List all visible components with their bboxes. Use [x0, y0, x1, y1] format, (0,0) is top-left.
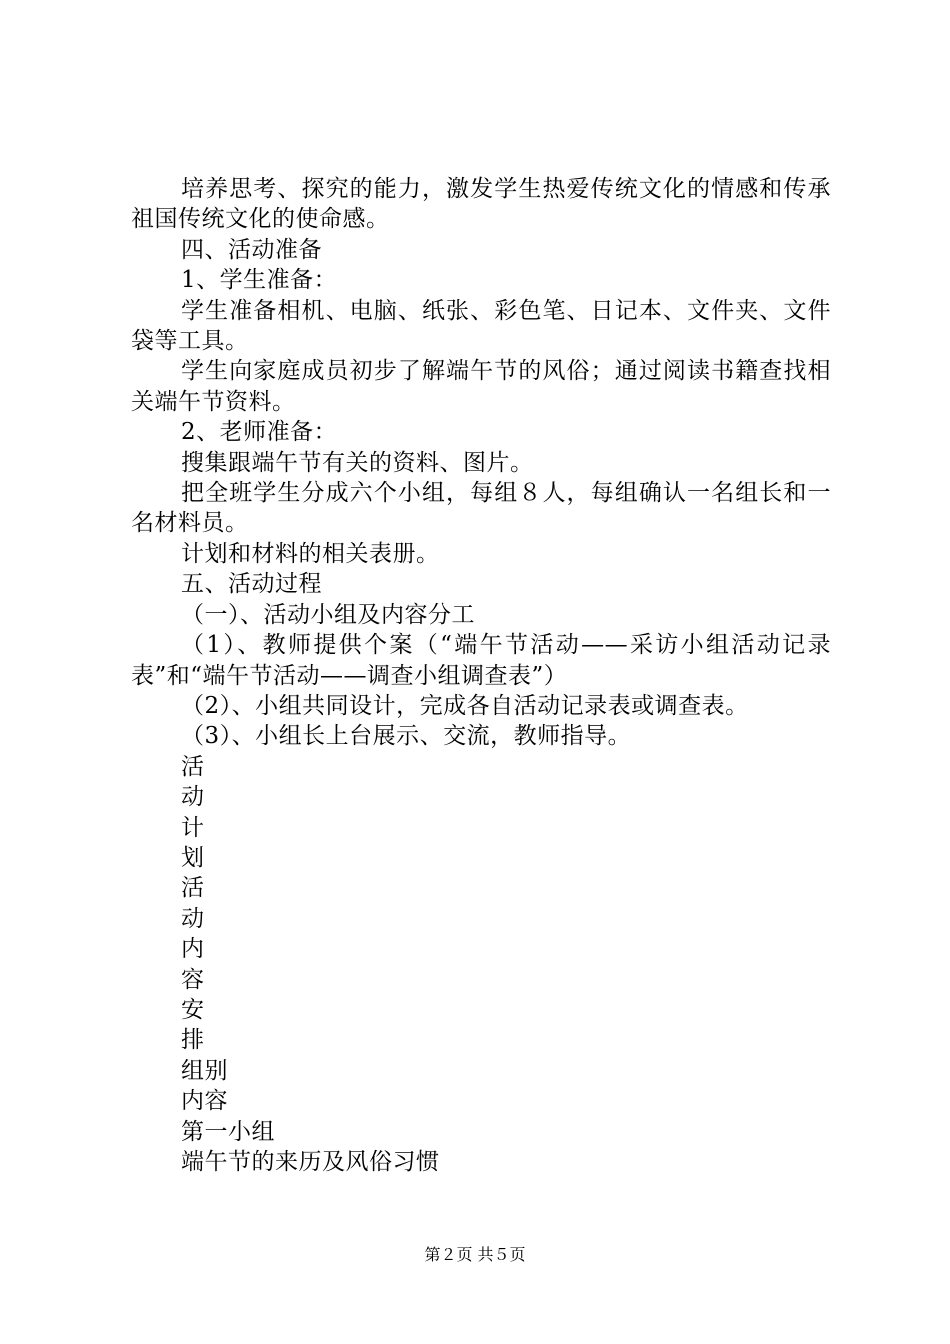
heading-activity-process: 五、活动过程: [181, 571, 322, 598]
paragraph-step-3: （3）、小组长上台展示、交流，教师指导。: [181, 723, 632, 750]
heading-activity-preparation: 四、活动准备: [181, 236, 322, 263]
paragraph-step-1: （1）、教师提供个案（“端午节活动——采访小组活动记录表”和“端午节活动——调查小组调查表”）: [131, 632, 831, 689]
vertical-title-char: 内: [181, 936, 205, 963]
paragraph-goal: 培养思考、探究的能力，激发学生热爱传统文化的情感和传承祖国传统文化的使命感。: [131, 176, 831, 233]
heading-teacher-preparation: 2、老师准备：: [181, 419, 338, 446]
table-cell-group-content: 端午节的来历及风俗习惯: [181, 1149, 440, 1175]
heading-group-division: （一）、活动小组及内容分工: [181, 601, 475, 628]
paragraph-teacher-materials: 搜集跟端午节有关的资料、图片。: [181, 449, 534, 476]
heading-student-preparation: 1、学生准备：: [181, 267, 338, 294]
table-header-group: 组别: [181, 1057, 228, 1084]
vertical-title-char: 安: [181, 996, 205, 1023]
paragraph-step-2: （2）、小组共同设计，完成各自活动记录表或调查表。: [181, 692, 749, 719]
vertical-title-char: 计: [181, 814, 205, 841]
vertical-title-char: 活: [181, 753, 205, 780]
vertical-title-char: 划: [181, 844, 205, 871]
paragraph-grouping: 把全班学生分成六个小组，每组８人，每组确认一名组长和一名材料员。: [131, 480, 831, 537]
table-cell-group-name: 第一小组: [181, 1118, 275, 1145]
page-number-footer: 第２页 共５页: [424, 1245, 526, 1264]
paragraph-forms: 计划和材料的相关表册。: [181, 540, 440, 567]
paragraph-student-tools: 学生准备相机、电脑、纸张、彩色笔、日记本、文件夹、文件袋等工具。: [131, 297, 831, 355]
vertical-title-char: 活: [181, 875, 205, 902]
document-body: [131, 174, 831, 1177]
vertical-title-char: 动: [181, 784, 205, 811]
vertical-title-char: 动: [181, 905, 205, 932]
vertical-title-char: 容: [181, 966, 205, 993]
vertical-title-char: 排: [181, 1027, 205, 1054]
paragraph-student-research: 学生向家庭成员初步了解端午节的风俗；通过阅读书籍查找相关端午节资料。: [131, 358, 831, 415]
table-header-content: 内容: [181, 1088, 228, 1115]
